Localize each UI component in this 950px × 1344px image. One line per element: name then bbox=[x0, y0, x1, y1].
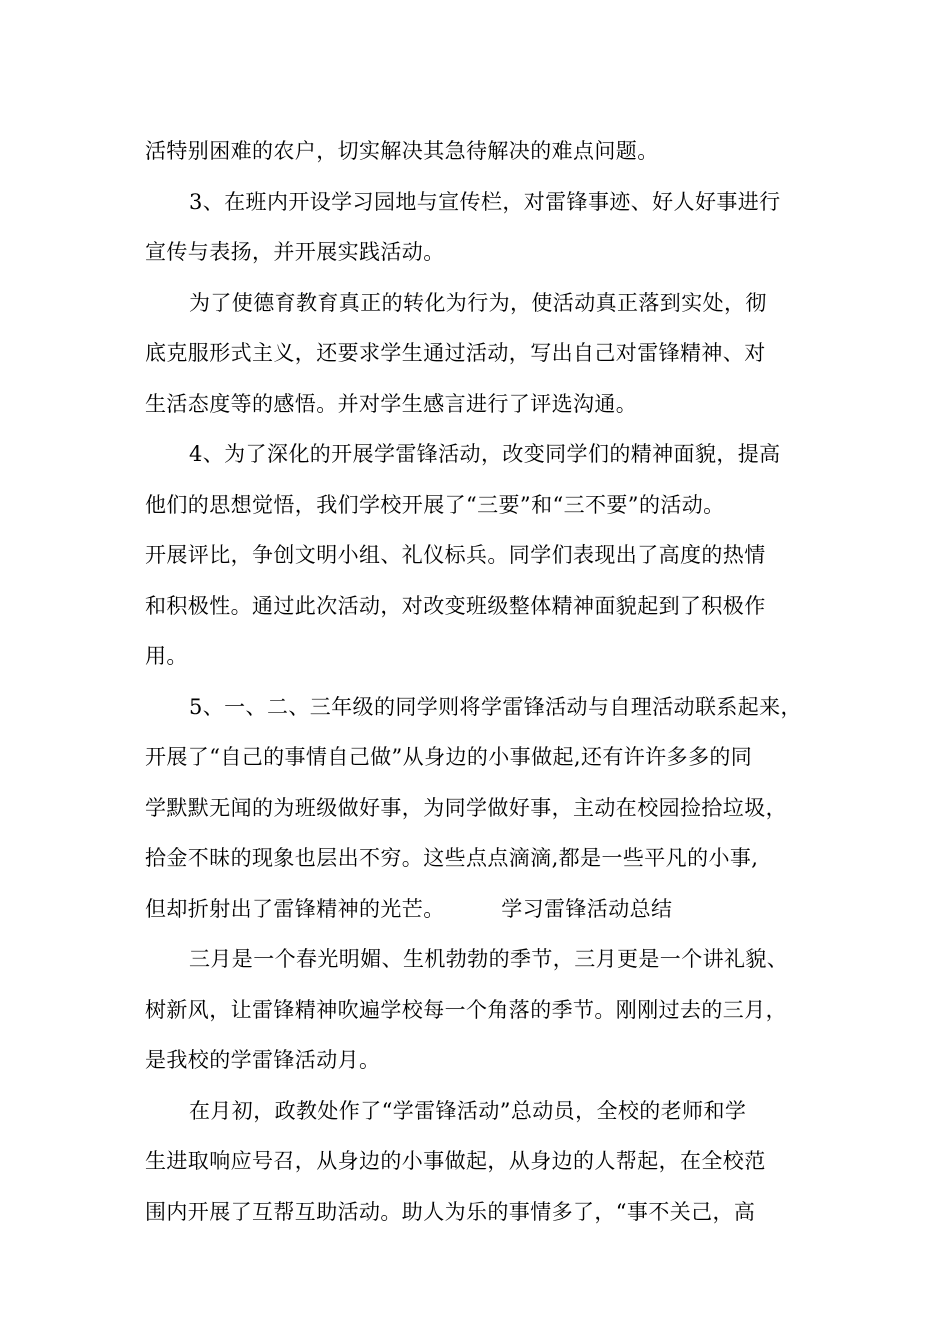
text-line: 用。 bbox=[145, 644, 188, 668]
text-line: 但却折射出了雷锋精神的光芒。 学习雷锋活动总结 bbox=[145, 896, 673, 921]
text-line: 为了使德育教育真正的转化为行为，使活动真正落到实处，彻 bbox=[189, 290, 767, 315]
text-line: 开展了“自己的事情自己做”从身边的小事做起,还有许许多多的同 bbox=[145, 745, 753, 769]
text-line: 拾金不昧的现象也层出不穷。这些点点滴滴,都是一些平凡的小事, bbox=[145, 846, 759, 870]
text-line: 底克服形式主义，还要求学生通过活动，写出自己对雷锋精神、对 bbox=[145, 341, 766, 365]
text-line: 3、在班内开设学习园地与宣传栏，对雷锋事迹、好人好事进行 bbox=[189, 189, 781, 214]
text-line: 开展评比，争创文明小组、礼仪标兵。同学们表现出了高度的热情 bbox=[145, 543, 766, 567]
text-line: 他们的思想觉悟，我们学校开展了“三要”和“三不要”的活动。 bbox=[145, 492, 725, 517]
text-line: 生活态度等的感悟。并对学生感言进行了评选沟通。 bbox=[145, 391, 638, 416]
text-line: 围内开展了互帮互助活动。助人为乐的事情多了，“事不关己，高 bbox=[145, 1199, 756, 1224]
text-line: 活特别困难的农户，切实解决其急待解决的难点问题。 bbox=[145, 139, 659, 163]
text-line: 学默默无闻的为班级做好事，为同学做好事，主动在校园捡拾垃圾， bbox=[145, 795, 787, 820]
text-line: 树新风，让雷锋精神吹遍学校每一个角落的季节。刚刚过去的三月， bbox=[145, 997, 787, 1022]
text-line: 5、一、二、三年级的同学则将学雷锋活动与自理活动联系起来， bbox=[189, 694, 802, 719]
text-line: 三月是一个春光明媚、生机勃勃的季节，三月更是一个讲礼貌、 bbox=[189, 947, 789, 971]
document-body bbox=[145, 126, 825, 1237]
text-line: 4、为了深化的开展学雷锋活动，改变同学们的精神面貌，提高 bbox=[189, 442, 781, 466]
text-line: 宣传与表扬，并开展实践活动。 bbox=[145, 240, 445, 264]
text-line: 和积极性。通过此次活动，对改变班级整体精神面貌起到了积极作 bbox=[145, 593, 766, 618]
text-line: 在月初，政教处作了“学雷锋活动”总动员，全校的老师和学 bbox=[189, 1098, 747, 1123]
text-line: 生进取响应号召，从身边的小事做起，从身边的人帮起，在全校范 bbox=[145, 1149, 766, 1173]
text-line: 是我校的学雷锋活动月。 bbox=[145, 1048, 381, 1072]
